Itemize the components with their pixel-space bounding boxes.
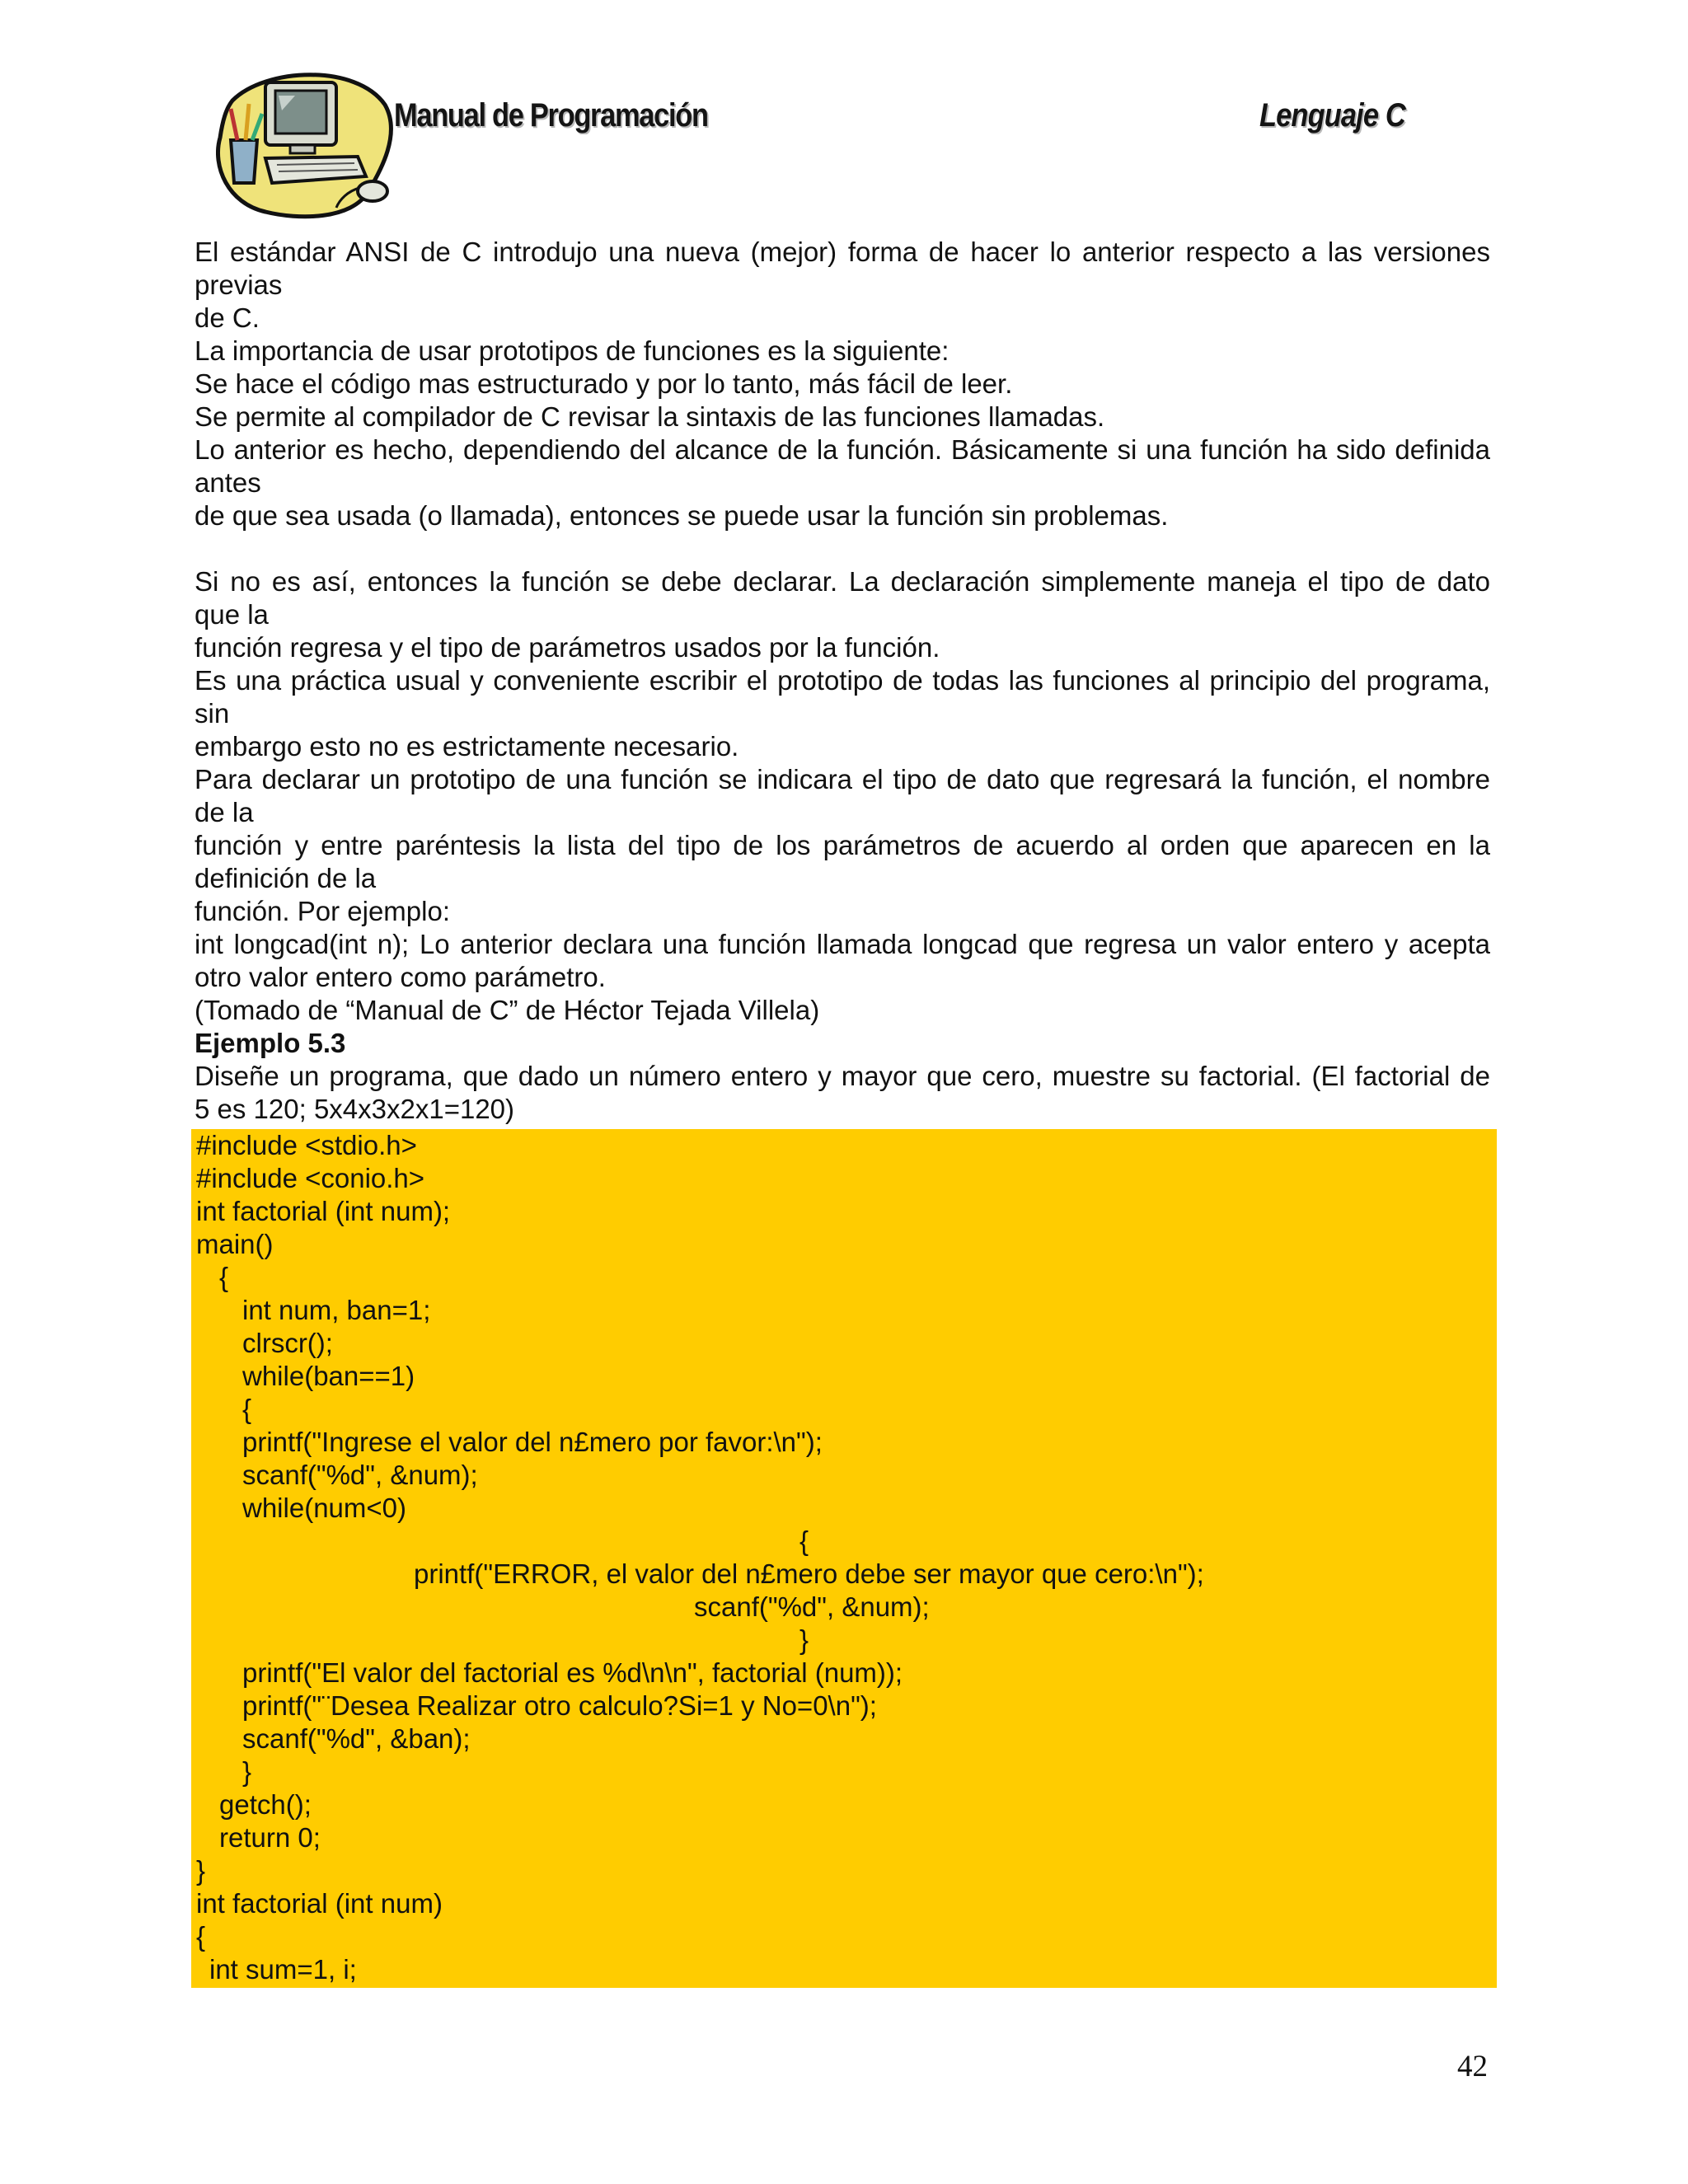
code-line: { — [242, 1394, 252, 1424]
body-line: de la — [195, 797, 254, 827]
section-heading: Ejemplo 5.3 — [195, 1028, 346, 1058]
code-line: int factorial (int num); — [196, 1196, 451, 1226]
page-number: 42 — [1457, 2050, 1488, 2083]
body-line: previas — [195, 269, 283, 300]
body-line: antes — [195, 467, 261, 498]
code-line: printf("ERROR, el valor del n£mero debe ser mayor que cero:\n"); — [414, 1558, 1204, 1589]
body-line: función. Por ejemplo: — [195, 896, 451, 926]
code-line: } — [242, 1756, 252, 1787]
body-line: Si no es así, entonces la función se debe declarar. La declaración simplemente maneja el tipo de dato — [195, 566, 1490, 597]
body-line: El estándar ANSI de C introdujo una nueva (mejor) forma de hacer lo anterior respecto a las versiones — [195, 237, 1490, 267]
code-line: { — [219, 1262, 229, 1292]
blank-line — [195, 532, 1490, 565]
body-line: Es una práctica usual y conveniente escribir el prototipo de todas las funciones al principio del programa, — [195, 665, 1490, 696]
body-line: embargo esto no es estrictamente necesario. — [195, 731, 739, 762]
code-line: int sum=1, i; — [209, 1954, 357, 1985]
code-line: { — [799, 1526, 809, 1556]
code-line: int num, ban=1; — [242, 1295, 431, 1325]
body-line: (Tomado de “Manual de C” de Héctor Tejada Villela) — [195, 995, 820, 1025]
code-line: printf("El valor del factorial es %d\n\n", factorial (num)); — [242, 1657, 903, 1688]
body-line: int longcad(int n); Lo anterior declara una función llamada longcad que regresa un valor entero y acepta — [195, 929, 1490, 959]
code-line: while(ban==1) — [242, 1361, 415, 1391]
body-line: Se permite al compilador de C revisar la sintaxis de las funciones llamadas. — [195, 401, 1105, 432]
header-title-right: Lenguaje C — [1259, 97, 1405, 134]
code-line: scanf("%d", &ban); — [242, 1723, 471, 1754]
body-line: función y entre paréntesis la lista del tipo de los parámetros de acuerdo al orden que aparecen en la — [195, 830, 1490, 860]
code-line: int factorial (int num) — [196, 1888, 443, 1919]
body-line: sin — [195, 698, 230, 729]
code-line: } — [196, 1855, 206, 1886]
code-line: { — [196, 1921, 206, 1952]
code-line: getch(); — [219, 1789, 312, 1820]
code-line: #include <stdio.h> — [196, 1130, 417, 1160]
body-line: Se hace el código mas estructurado y por lo tanto, más fácil de leer. — [195, 368, 1013, 399]
body-text — [195, 236, 1490, 1126]
body-line: función regresa y el tipo de parámetros usados por la función. — [195, 632, 940, 663]
code-line: printf("¨Desea Realizar otro calculo?Si=1 y No=0\n"); — [242, 1690, 877, 1721]
body-line: 5 es 120; 5x4x3x2x1=120) — [195, 1094, 515, 1124]
code-line: scanf("%d", &num); — [242, 1460, 478, 1490]
header-title-left: Manual de Programación — [394, 97, 708, 134]
code-line: return 0; — [219, 1822, 321, 1853]
body-line: definición de la — [195, 863, 377, 893]
body-line: que la — [195, 599, 269, 630]
code-line: clrscr(); — [242, 1328, 333, 1358]
body-line: de C. — [195, 302, 260, 333]
body-line: otro valor entero como parámetro. — [195, 962, 606, 992]
body-line: Lo anterior es hecho, dependiendo del alcance de la función. Básicamente si una función ha sido definida — [195, 434, 1490, 465]
code-line: while(num<0) — [242, 1493, 406, 1523]
body-line: de que sea usada (o llamada), entonces se puede usar la función sin problemas. — [195, 500, 1169, 531]
code-line: } — [799, 1624, 809, 1655]
code-line: scanf("%d", &num); — [694, 1591, 930, 1622]
code-line: main() — [196, 1229, 274, 1259]
code-line: printf("Ingrese el valor del n£mero por favor:\n"); — [242, 1427, 823, 1457]
code-block — [191, 1129, 1497, 1988]
computer-clipart-icon — [216, 68, 397, 224]
code-line: #include <conio.h> — [196, 1163, 425, 1193]
body-line: La importancia de usar prototipos de funciones es la siguiente: — [195, 335, 950, 366]
body-line: Diseñe un programa, que dado un número entero y mayor que cero, muestre su factorial. (El factorial de — [195, 1061, 1490, 1091]
body-line: Para declarar un prototipo de una función se indicara el tipo de dato que regresará la función, el nombre — [195, 764, 1490, 794]
